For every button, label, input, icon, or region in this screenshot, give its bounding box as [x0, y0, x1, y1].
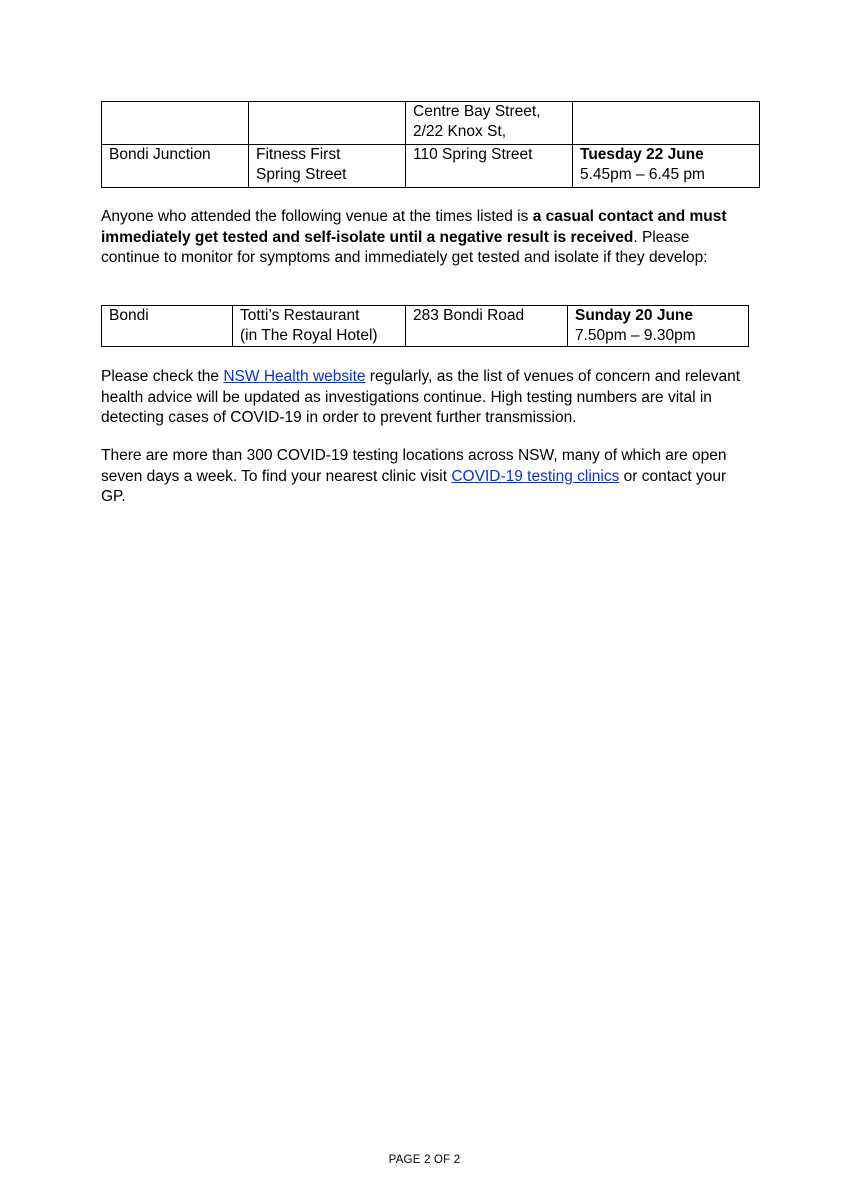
venues-table-casual-contact	[101, 305, 749, 347]
time-text: 5.45pm – 6.45 pm	[580, 166, 705, 183]
address-cell: Centre Bay Street, 2/22 Knox St,	[406, 102, 573, 145]
nsw-health-website-link[interactable]: NSW Health website	[223, 368, 366, 385]
table-row	[102, 102, 760, 145]
venue-cell: Fitness First Spring Street	[249, 145, 406, 188]
datetime-cell	[573, 145, 760, 188]
casual-contact-rest: . Please continue to monitor for symptoms and immediately get tested and isolate if they develop:	[101, 228, 708, 266]
testing-text-after: or contact your GP.	[101, 467, 727, 505]
casual-contact-paragraph	[101, 207, 748, 269]
check-website-paragraph	[101, 367, 748, 429]
datetime-cell	[573, 102, 760, 145]
venue-cell: Totti’s Restaurant (in The Royal Hotel)	[233, 306, 406, 347]
date-text: Sunday 20 June	[575, 307, 694, 324]
testing-clinics-link[interactable]: COVID-19 testing clinics	[451, 467, 620, 485]
table-row	[102, 306, 749, 347]
check-text-before: Please check the	[101, 368, 224, 385]
venue-cell	[249, 102, 406, 145]
casual-contact-intro: Anyone who attended the following venue at the times listed is	[101, 208, 533, 225]
testing-text-before: There are more than 300 COVID-19 testing locations across NSW, many of which are open seven days a week. To find your nearest clinic visit	[101, 447, 727, 485]
table-row	[102, 145, 760, 188]
page-number: PAGE 2 OF 2	[388, 1154, 461, 1166]
date-text: Tuesday 22 June	[580, 146, 704, 163]
address-cell: 283 Bondi Road	[406, 306, 568, 347]
suburb-cell: Bondi Junction	[102, 145, 249, 188]
suburb-cell	[102, 102, 249, 145]
casual-contact-emphasis: a casual contact and must immediately get tested and self-isolate until a negative result is received	[101, 208, 727, 246]
suburb-cell: Bondi	[102, 306, 233, 347]
time-text: 7.50pm – 9.30pm	[575, 327, 696, 344]
check-text-after: regularly, as the list of venues of concern and relevant health advice will be updated as investigations continue. High testing numbers are vital in detecting cases of COVID-19 in order to prevent further transmission.	[101, 368, 741, 426]
datetime-cell	[568, 306, 749, 347]
testing-locations-paragraph	[101, 446, 748, 508]
address-cell: 110 Spring Street	[406, 145, 573, 188]
venues-table-close-contact	[101, 101, 760, 188]
